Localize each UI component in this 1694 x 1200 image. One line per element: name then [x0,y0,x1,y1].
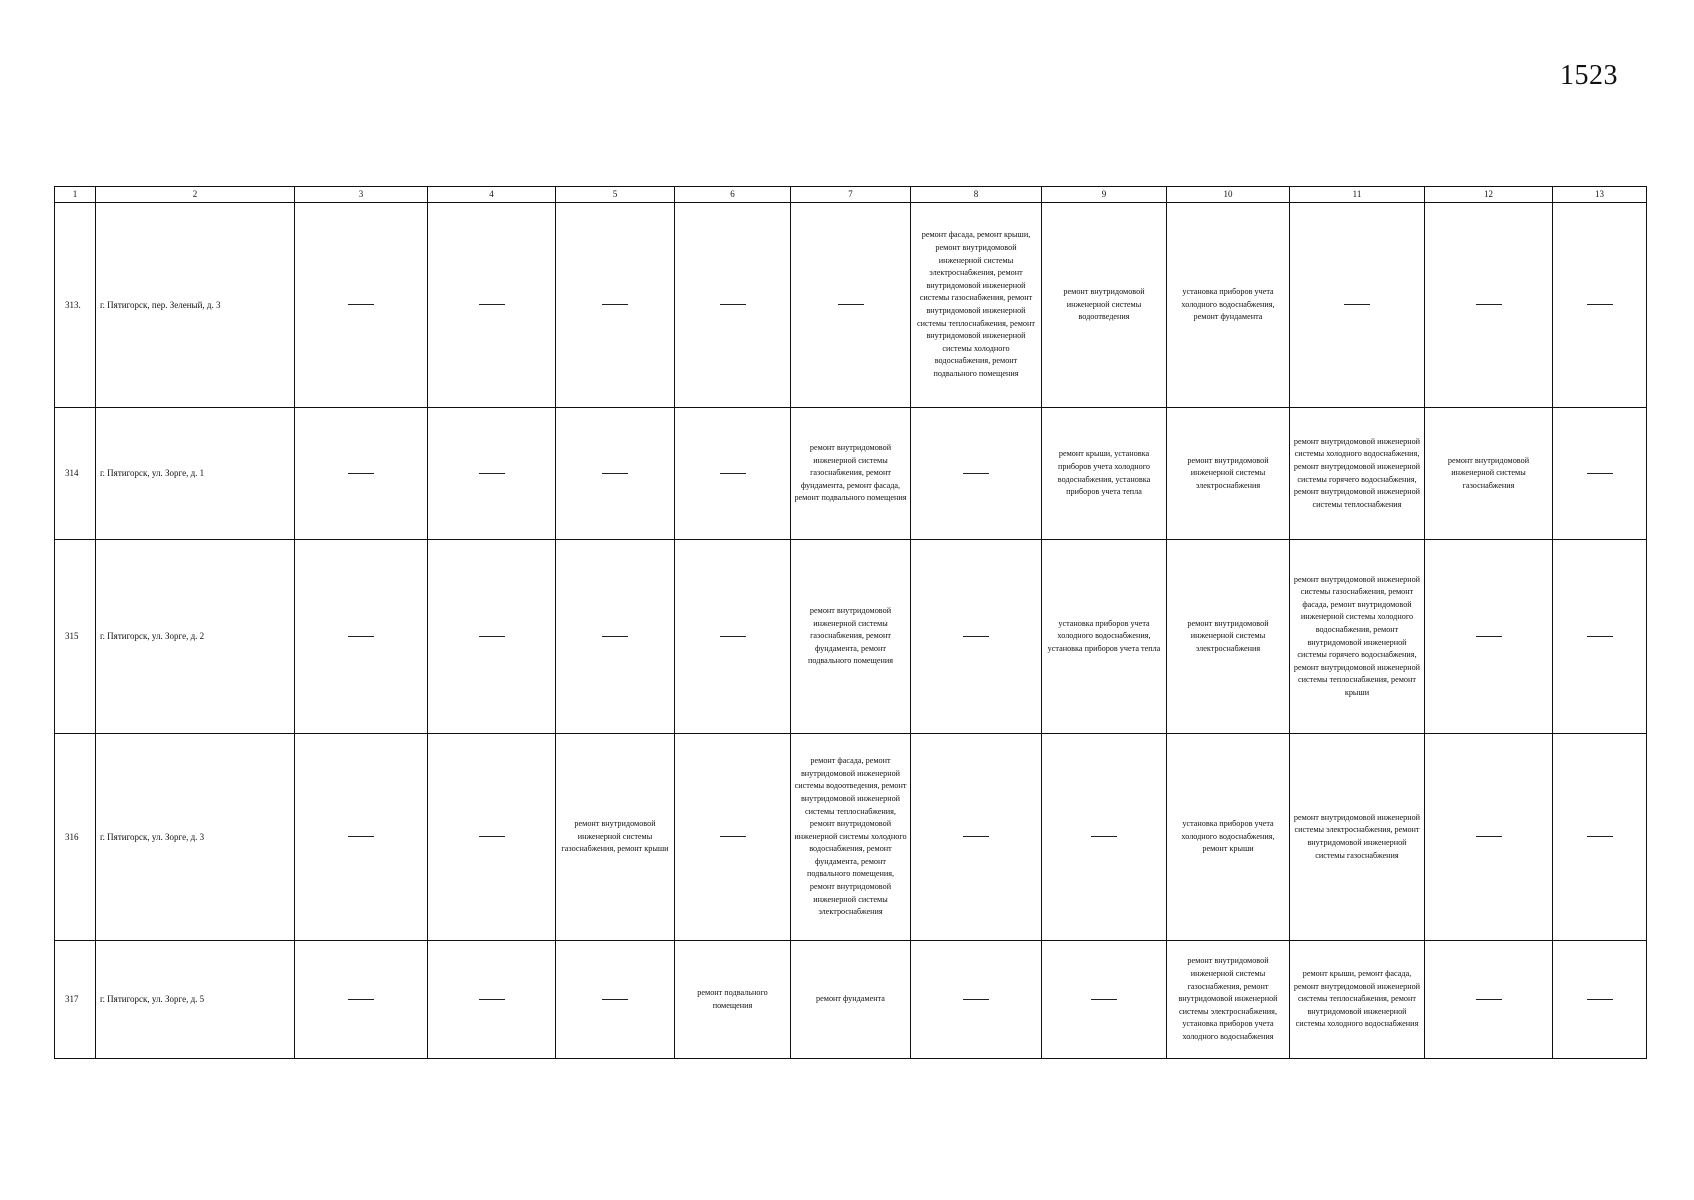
table-cell: ремонт фундамента [791,941,911,1059]
empty-cell [295,734,428,941]
empty-cell-dash [1091,999,1117,1000]
empty-cell [1042,734,1167,941]
empty-cell [1553,203,1647,408]
empty-cell-dash [720,304,746,305]
row-number-cell: 315 [55,540,96,734]
empty-cell [911,408,1042,540]
table-cell: установка приборов учета холодного водоснабжения, ремонт крыши [1167,734,1290,941]
row-number-cell: 314 [55,408,96,540]
empty-cell [911,941,1042,1059]
empty-cell-dash [720,636,746,637]
empty-cell-dash [479,999,505,1000]
table-cell: ремонт внутридомовой инженерной системы газоснабжения, ремонт фундамента, ремонт подвального помещения [791,540,911,734]
empty-cell-dash [602,999,628,1000]
column-header: 8 [911,187,1042,203]
column-number-row [55,187,1647,203]
empty-cell [556,203,675,408]
column-header: 7 [791,187,911,203]
empty-cell-dash [1476,836,1502,837]
column-header: 12 [1425,187,1553,203]
column-header: 13 [1553,187,1647,203]
empty-cell [1553,734,1647,941]
empty-cell [428,203,556,408]
empty-cell [428,540,556,734]
table-cell: ремонт подвального помещения [675,941,791,1059]
empty-cell-dash [348,999,374,1000]
table-row [55,540,1647,734]
column-header: 3 [295,187,428,203]
empty-cell-dash [602,473,628,474]
table-cell: ремонт внутридомовой инженерной системы газоснабжения, ремонт фундамента, ремонт фасада, ремонт подвального помещения [791,408,911,540]
column-header: 5 [556,187,675,203]
row-number-cell: 317 [55,941,96,1059]
empty-cell-dash [348,836,374,837]
table-cell: ремонт внутридомовой инженерной системы электроснабжения, ремонт внутридомовой инженерной системы газоснабжения [1290,734,1425,941]
empty-cell-dash [479,836,505,837]
empty-cell-dash [963,636,989,637]
row-number-cell: 316 [55,734,96,941]
empty-cell [911,734,1042,941]
empty-cell-dash [1587,999,1613,1000]
empty-cell-dash [1587,473,1613,474]
empty-cell-dash [1587,636,1613,637]
table-row [55,408,1647,540]
table-cell: ремонт фасада, ремонт внутридомовой инженерной системы водоотведения, ремонт внутридомовой инженерной системы теплоснабжения, ремонт внутридомовой инженерной системы холодного водоснабжения, ремонт фундамента, ремонт подвального помещения, ремонт внутридомовой инженерной системы электроснабжения [791,734,911,941]
table-cell: ремонт внутридомовой инженерной системы электроснабжения [1167,408,1290,540]
empty-cell-dash [1587,836,1613,837]
table-cell: ремонт внутридомовой инженерной системы водоотведения [1042,203,1167,408]
empty-cell [675,408,791,540]
empty-cell [295,941,428,1059]
empty-cell-dash [348,304,374,305]
empty-cell [1425,941,1553,1059]
empty-cell [675,203,791,408]
empty-cell-dash [963,473,989,474]
empty-cell [428,734,556,941]
empty-cell [675,540,791,734]
empty-cell [556,408,675,540]
empty-cell-dash [720,836,746,837]
address-cell: г. Пятигорск, ул. Зорге, д. 1 [96,408,295,540]
table-cell: ремонт внутридомовой инженерной системы газоснабжения, ремонт фасада, ремонт внутридомовой инженерной системы холодного водоснабжения, ремонт внутридомовой инженерной системы горячего водоснабжения, ремонт внутридомовой инженерной системы теплоснабжения, ремонт крыши [1290,540,1425,734]
column-header: 9 [1042,187,1167,203]
column-header: 6 [675,187,791,203]
empty-cell-dash [348,636,374,637]
empty-cell-dash [479,636,505,637]
empty-cell-dash [720,473,746,474]
empty-cell-dash [1587,304,1613,305]
empty-cell-dash [838,304,864,305]
empty-cell [295,203,428,408]
empty-cell [428,941,556,1059]
empty-cell [428,408,556,540]
empty-cell-dash [602,304,628,305]
empty-cell [1553,408,1647,540]
column-header: 4 [428,187,556,203]
table-cell: установка приборов учета холодного водоснабжения, установка приборов учета тепла [1042,540,1167,734]
empty-cell [1042,941,1167,1059]
table-cell: ремонт внутридомовой инженерной системы электроснабжения [1167,540,1290,734]
table-cell: ремонт внутридомовой инженерной системы газоснабжения [1425,408,1553,540]
empty-cell [1553,540,1647,734]
table-cell: установка приборов учета холодного водоснабжения, ремонт фундамента [1167,203,1290,408]
table-cell: ремонт крыши, ремонт фасада, ремонт внутридомовой инженерной системы теплоснабжения, ремонт внутридомовой инженерной системы холодного водоснабжения [1290,941,1425,1059]
empty-cell-dash [1476,999,1502,1000]
empty-cell [791,203,911,408]
table-row [55,203,1647,408]
empty-cell [295,408,428,540]
empty-cell [1425,203,1553,408]
empty-cell [1290,203,1425,408]
empty-cell-dash [963,999,989,1000]
address-cell: г. Пятигорск, ул. Зорге, д. 5 [96,941,295,1059]
empty-cell-dash [1344,304,1370,305]
column-header: 2 [96,187,295,203]
empty-cell-dash [1091,836,1117,837]
empty-cell-dash [348,473,374,474]
table-row [55,734,1647,941]
table-cell: ремонт фасада, ремонт крыши, ремонт внутридомовой инженерной системы электроснабжения, ремонт внутридомовой инженерной системы газоснабжения, ремонт внутридомовой инженерной системы теплоснабжения, ремонт внутридомовой инженерной системы холодного водоснабжения, ремонт подвального помещения [911,203,1042,408]
address-cell: г. Пятигорск, ул. Зорге, д. 3 [96,734,295,941]
column-header: 11 [1290,187,1425,203]
page-number: 1523 [1560,60,1618,91]
empty-cell [556,540,675,734]
empty-cell-dash [1476,304,1502,305]
empty-cell-dash [602,636,628,637]
empty-cell [556,941,675,1059]
address-cell: г. Пятигорск, пер. Зеленый, д. 3 [96,203,295,408]
table-cell: ремонт внутридомовой инженерной системы газоснабжения, ремонт крыши [556,734,675,941]
empty-cell-dash [963,836,989,837]
empty-cell [675,734,791,941]
empty-cell-dash [479,304,505,305]
empty-cell [295,540,428,734]
table-cell: ремонт внутридомовой инженерной системы холодного водоснабжения, ремонт внутридомовой инженерной системы горячего водоснабжения, ремонт внутридомовой инженерной системы теплоснабжения [1290,408,1425,540]
empty-cell [1425,734,1553,941]
table-cell: ремонт крыши, установка приборов учета холодного водоснабжения, установка приборов учета тепла [1042,408,1167,540]
row-number-cell: 313. [55,203,96,408]
repair-plan-table [54,186,1647,1059]
empty-cell [1553,941,1647,1059]
table-row [55,941,1647,1059]
empty-cell [1425,540,1553,734]
table-cell: ремонт внутридомовой инженерной системы газоснабжения, ремонт внутридомовой инженерной системы электроснабжения, установка приборов учета холодного водоснабжения [1167,941,1290,1059]
column-header: 1 [55,187,96,203]
empty-cell [911,540,1042,734]
address-cell: г. Пятигорск, ул. Зорге, д. 2 [96,540,295,734]
empty-cell-dash [1476,636,1502,637]
empty-cell-dash [479,473,505,474]
column-header: 10 [1167,187,1290,203]
